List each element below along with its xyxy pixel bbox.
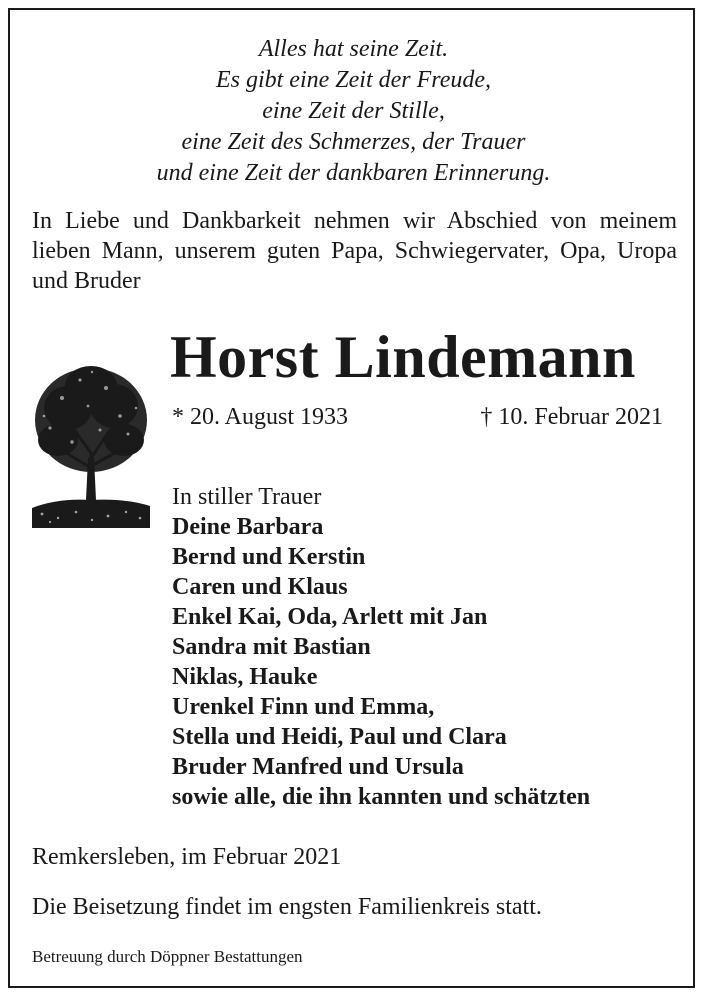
poem-line: Alles hat seine Zeit. bbox=[258, 36, 449, 62]
mourner-line: Urenkel Finn und Emma, bbox=[172, 694, 435, 720]
deceased-name: Horst Lindemann bbox=[170, 324, 636, 390]
mourner-line: Sandra mit Bastian bbox=[172, 634, 371, 660]
birth-date: * 20. August 1933 bbox=[172, 404, 349, 430]
mourner-line: Deine Barbara bbox=[172, 514, 324, 540]
mourner-line: Niklas, Hauke bbox=[172, 664, 318, 690]
tree-icon bbox=[28, 358, 154, 528]
mourner-line: Bernd und Kerstin bbox=[172, 544, 366, 570]
poem-line: eine Zeit des Schmerzes, der Trauer bbox=[181, 129, 526, 155]
poem bbox=[10, 34, 697, 189]
intro-text: In Liebe und Dankbarkeit nehmen wir Abschied von meinem lieben Mann, unserem guten Papa, Schwiegervater, Opa, Uropa und Bruder bbox=[32, 208, 677, 294]
mourner-line: Enkel Kai, Oda, Arlett mit Jan bbox=[172, 604, 488, 630]
poem-line: und eine Zeit der dankbaren Erinnerung. bbox=[156, 160, 551, 186]
death-date: † 10. Februar 2021 bbox=[480, 404, 663, 430]
poem-line: eine Zeit der Stille, bbox=[262, 98, 445, 124]
obituary-frame bbox=[8, 8, 695, 988]
burial-note: Die Beisetzung findet im engsten Familienkreis statt. bbox=[32, 894, 542, 920]
mourner-line: Caren und Klaus bbox=[172, 574, 348, 600]
place-date: Remkersleben, im Februar 2021 bbox=[32, 844, 342, 870]
mourners-lead: In stiller Trauer bbox=[172, 484, 322, 510]
mourners-list bbox=[172, 482, 590, 812]
mourner-line: sowie alle, die ihn kannten und schätzten bbox=[172, 784, 591, 810]
funeral-service-note: Betreuung durch Döppner Bestattungen bbox=[32, 947, 303, 966]
poem-line: Es gibt eine Zeit der Freude, bbox=[215, 67, 492, 93]
mourner-line: Stella und Heidi, Paul und Clara bbox=[172, 724, 507, 750]
mourner-line: Bruder Manfred und Ursula bbox=[172, 754, 464, 780]
